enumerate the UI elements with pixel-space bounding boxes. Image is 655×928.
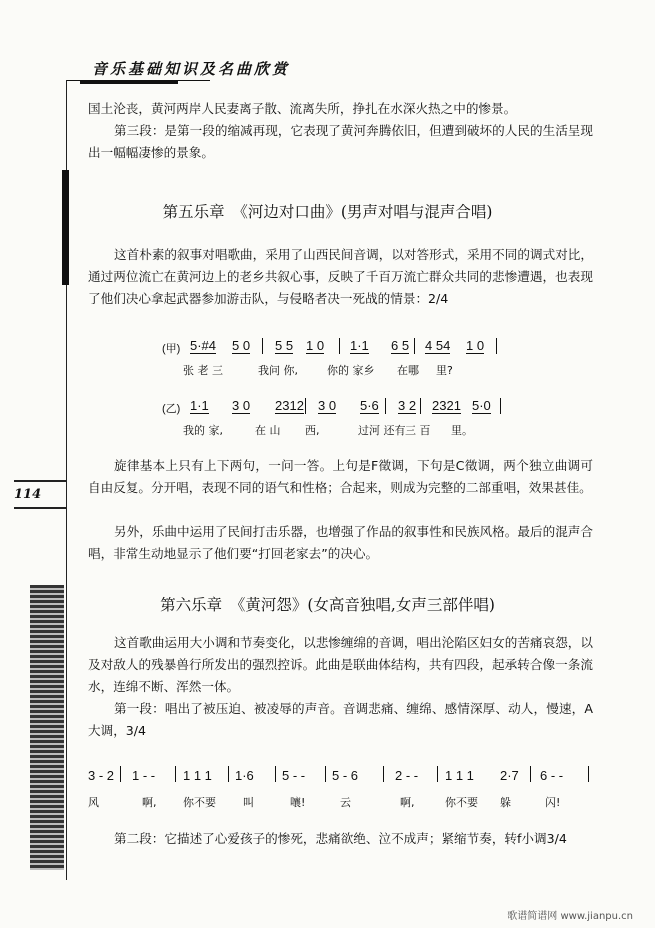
note-group: 2 - -: [395, 768, 419, 783]
note-group: 2312: [275, 398, 304, 413]
note-group: 5·6: [360, 398, 379, 413]
running-header: 音乐基础知识及名曲欣赏: [92, 60, 291, 78]
barline: [120, 766, 121, 782]
lyric: 嚷!: [290, 796, 306, 809]
note-group: 2321: [432, 398, 461, 413]
paragraph: 这首朴素的叙事对唱歌曲，采用了山西民间音调，以对答形式，采用不同的调式对比，通过两位流亡在黄河边上的老乡共叙心事，反映了千百万流亡群众共同的悲惨遭遇，也表现了他们决心拿起武器参加游击队，与侵略者决一死战的情景：2/4: [88, 247, 593, 306]
page-number-stripe: [14, 507, 66, 509]
lyric: 你的 家乡: [327, 364, 375, 377]
voice-label: (乙): [162, 403, 181, 415]
lyric: 我的 家,: [183, 424, 223, 437]
lyric: 过河 还有: [358, 424, 406, 437]
note-group: 2·7: [500, 768, 519, 783]
margin-decoration: [30, 585, 64, 870]
note-group: 3 2: [398, 398, 417, 413]
lyric: 西,: [305, 424, 320, 437]
lyric: 在哪: [397, 364, 419, 377]
barline: [437, 766, 438, 782]
paragraph: 另外，乐曲中运用了民间打击乐器，也增强了作品的叙事性和民族风格。最后的混声合唱，非常生动地显示了他们要“打回老家去”的决心。: [88, 524, 593, 561]
note-group: 1 0: [466, 338, 485, 353]
barline: [175, 766, 176, 782]
barline: [500, 398, 501, 414]
note-group: 1 0: [306, 338, 325, 353]
note-group: 6 - -: [540, 768, 564, 783]
lyric: 风: [88, 796, 99, 809]
note-group: 1 - -: [132, 768, 156, 783]
barline: [588, 766, 589, 782]
note-group: 5 5: [275, 338, 294, 353]
page-number-stripe: [14, 480, 66, 482]
barline: [275, 766, 276, 782]
voice-label: (甲): [162, 343, 181, 355]
note-group: 3 - 2: [88, 768, 115, 783]
barline: [420, 398, 421, 414]
paragraph: 第二段：它描述了心爱孩子的惨死，悲痛欲绝、泣不成声；紧缩节奏，转f小调3/4: [114, 831, 567, 846]
chapter6-title: 第六乐章 《黄河怨》(女高音独唱,女声三部伴唱): [160, 596, 495, 614]
lyric: 躲: [500, 796, 511, 809]
note-group: 5 - -: [282, 768, 306, 783]
barline: [530, 766, 531, 782]
barline: [383, 766, 384, 782]
lyric: 闪!: [545, 796, 561, 809]
lyric: 啊,: [142, 796, 157, 809]
barline: [305, 398, 306, 414]
note-group: 1 1 1: [445, 768, 474, 783]
barline: [228, 766, 229, 782]
barline: [339, 338, 340, 354]
lyric: 啊,: [400, 796, 415, 809]
note-group: 1 1 1: [183, 768, 212, 783]
barline: [262, 338, 263, 354]
paragraph: 第一段：唱出了被压迫、被凌辱的声音。音调悲痛、缠绵、感情深厚、动人，慢速，A大调，3/4: [88, 701, 593, 738]
note-group: 1·1: [350, 338, 369, 353]
paragraph: 国土沦丧，黄河两岸人民妻离子散、流离失所，挣扎在水深火热之中的惨景。: [88, 101, 517, 116]
lyric: 三 百: [405, 424, 431, 437]
note-group: 5 - 6: [332, 768, 359, 783]
paragraph: 第三段：是第一段的缩减再现，它表现了黄河奔腾依旧，但遭到破坏的人民的生活呈现出一幅幅凄惨的景象。: [88, 123, 593, 160]
lyric: 在 山: [255, 424, 281, 437]
margin-bar: [62, 170, 69, 285]
lyric: 我问 你,: [258, 364, 298, 377]
note-group: 1·1: [190, 398, 209, 413]
lyric: 云: [340, 796, 351, 809]
barline: [496, 338, 497, 354]
watermark: 歌谱简谱网 www.jianpu.cn: [507, 911, 633, 922]
lyric: 里。: [451, 424, 473, 437]
note-group: 4 54: [425, 338, 451, 353]
note-group: 5·#4: [190, 338, 217, 353]
lyric: 叫: [243, 796, 254, 809]
lyric: 你不要: [183, 796, 216, 809]
barline: [385, 398, 386, 414]
lyric: 里?: [436, 364, 453, 377]
note-group: 5 0: [232, 338, 251, 353]
note-group: 3 0: [318, 398, 337, 413]
note-group: 5·0: [472, 398, 491, 413]
chapter5-title: 第五乐章 《河边对口曲》(男声对唱与混声合唱): [162, 203, 493, 221]
barline: [325, 766, 326, 782]
paragraph: 旋律基本上只有上下两句，一问一答。上句是F徵调，下句是C徵调，两个独立曲调可自由反复。分开唱，表现不同的语气和性格；合起来，则成为完整的二部重唱，效果甚佳。: [88, 458, 593, 495]
lyric: 你不要: [445, 796, 478, 809]
page-number: 114: [14, 487, 42, 502]
header-rule-thick: [80, 80, 178, 84]
lyric: 张 老 三: [183, 364, 223, 377]
barline: [414, 338, 415, 354]
note-group: 3 0: [232, 398, 251, 413]
paragraph: 这首歌曲运用大小调和节奏变化，以悲惨缠绵的音调，唱出沦陷区妇女的苦痛哀怨，以及对敌人的残暴兽行所发出的强烈控诉。此曲是联曲体结构，共有四段，起承转合像一条流水，连绵不断、浑然一体。: [88, 635, 593, 694]
note-group: 1·6: [235, 768, 254, 783]
note-group: 6 5: [391, 338, 410, 353]
